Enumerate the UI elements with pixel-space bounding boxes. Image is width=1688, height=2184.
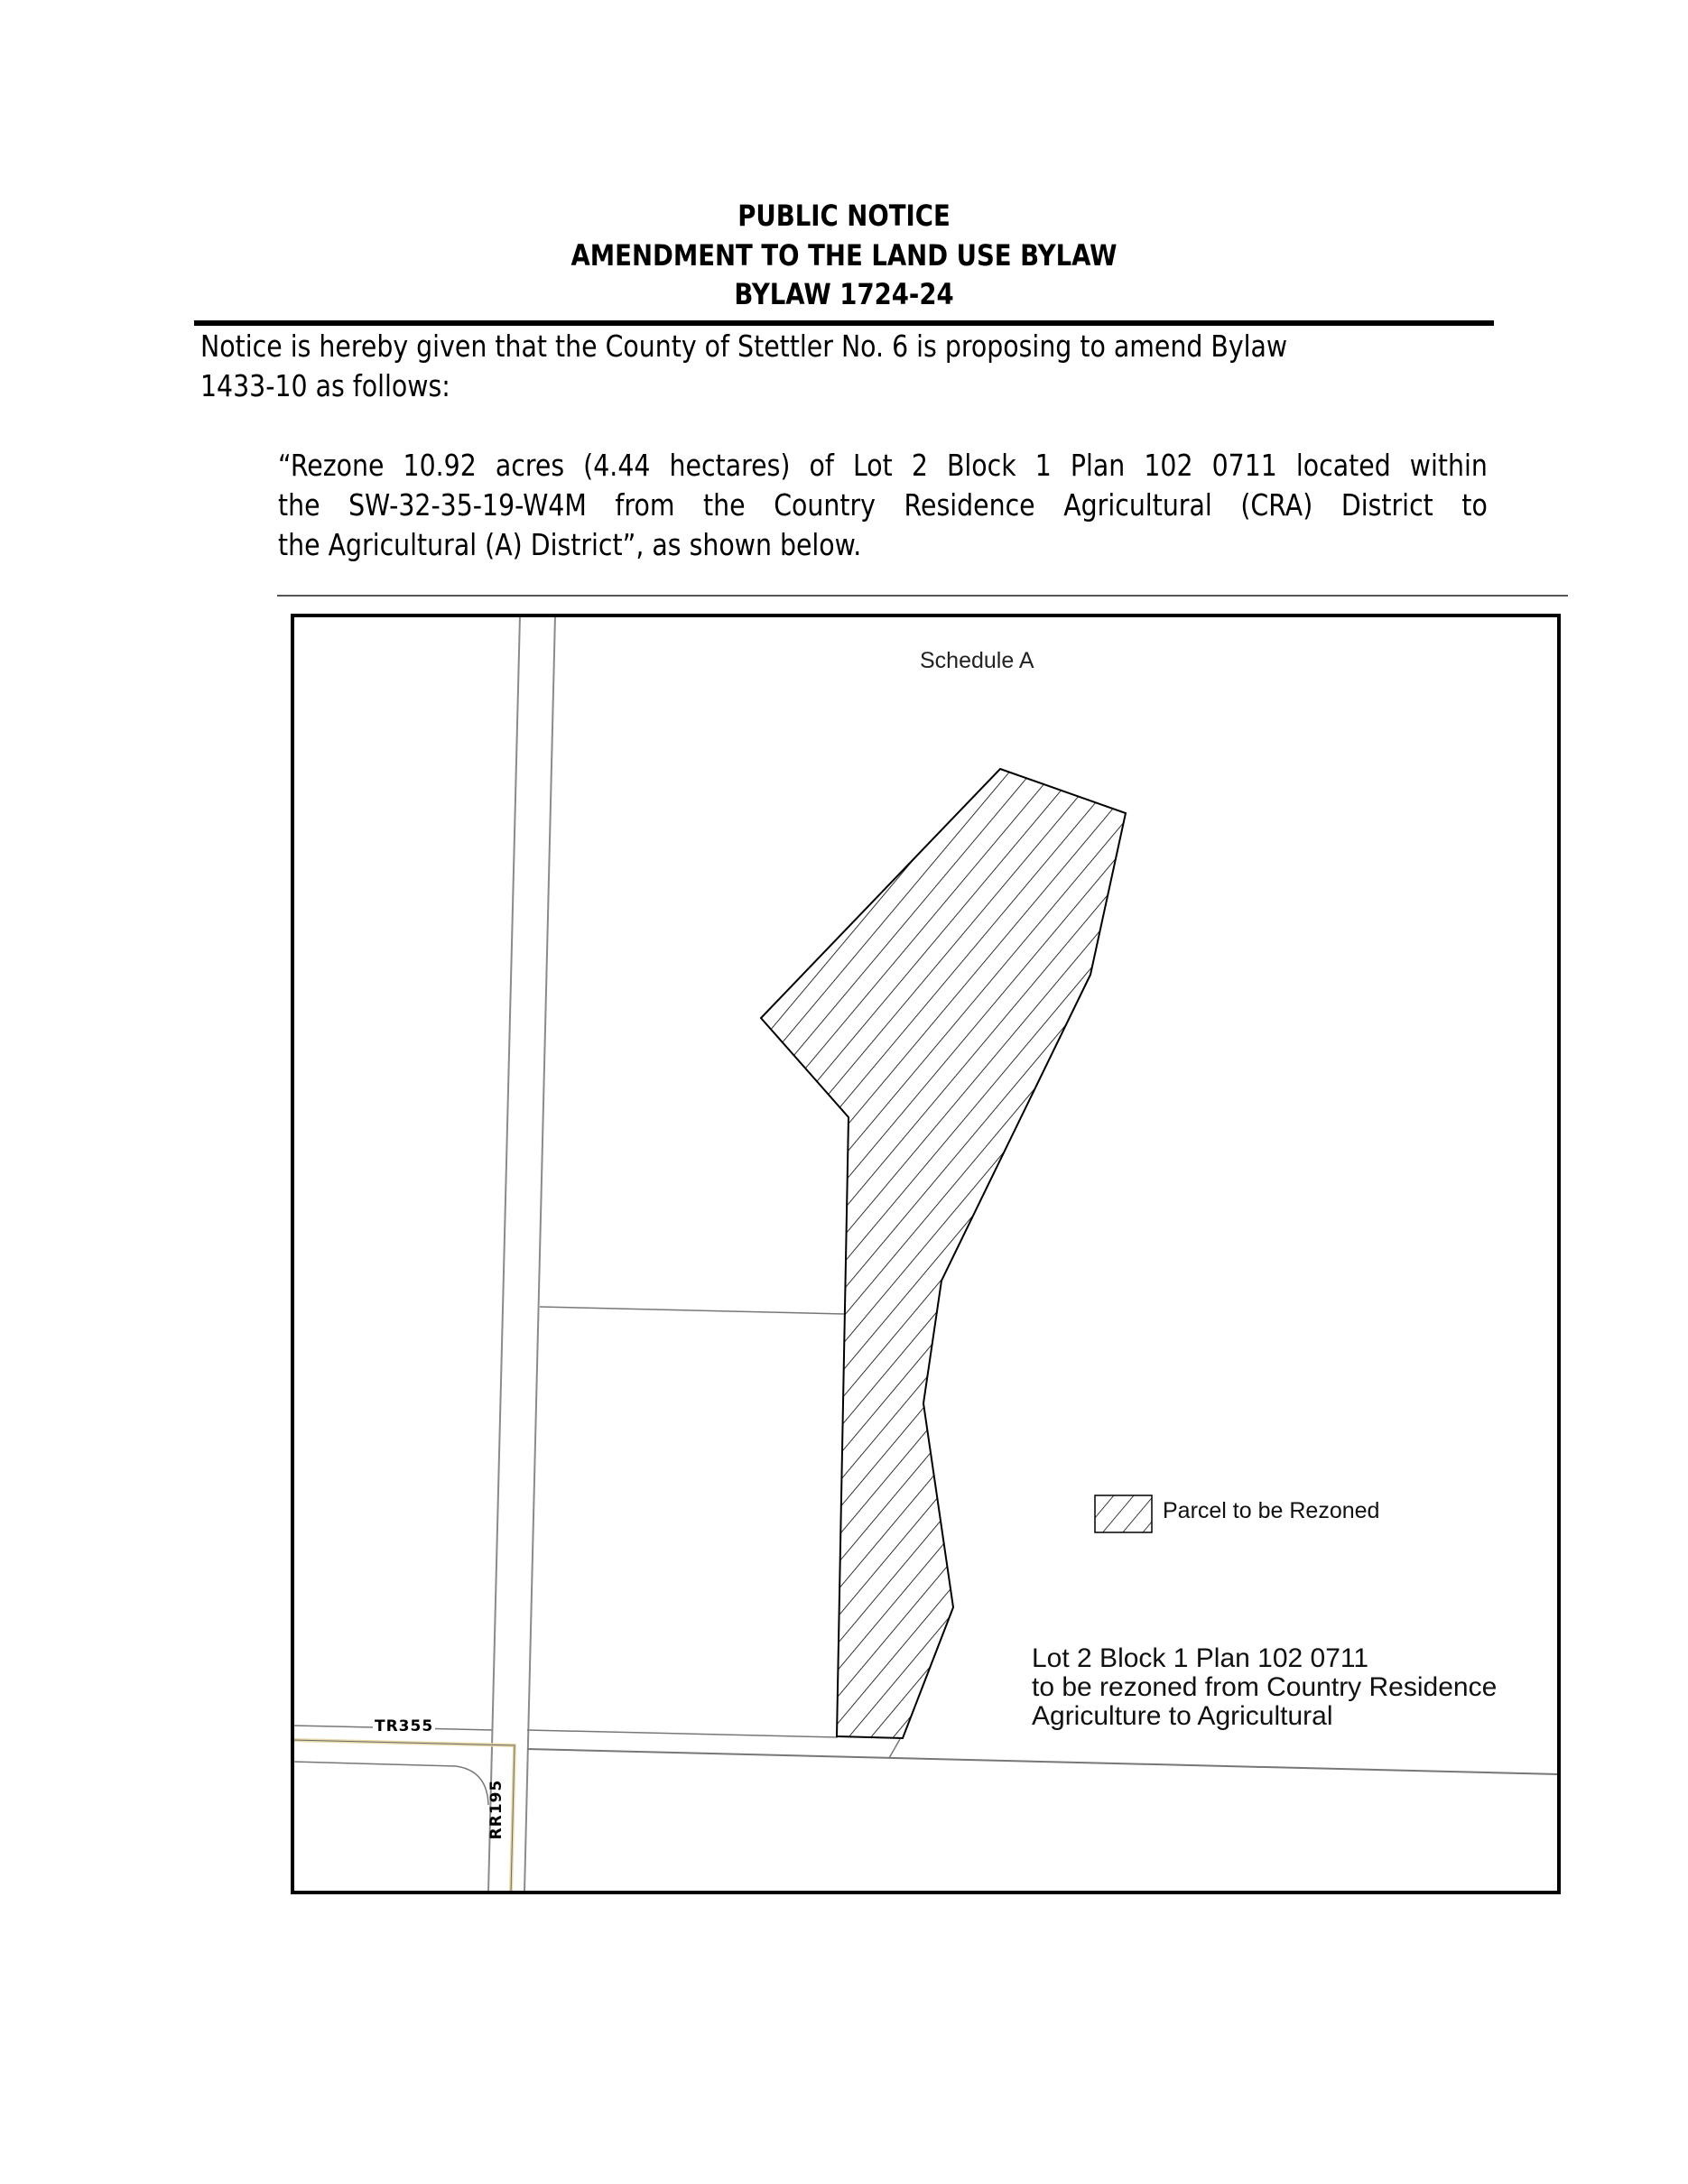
rr195-west-edge	[488, 615, 520, 1892]
road-label-rr195: RR195	[487, 1779, 505, 1840]
intro-line-1: Notice is hereby given that the County of Stettler No. 6 is proposing to amend Bylaw	[200, 329, 1288, 364]
legend-label: Parcel to be Rezoned	[1163, 1498, 1380, 1523]
tr355-north-edge-east	[527, 1730, 838, 1737]
bylaw-number: BYLAW 1724-24	[734, 277, 954, 311]
intro-line-2: 1433-10 as follows:	[200, 368, 450, 403]
parcel-to-be-rezoned	[761, 769, 1126, 1738]
road-label-tr355: TR355	[375, 1717, 434, 1735]
parcel-annotation	[1032, 1644, 1497, 1731]
annotation-line-1: Lot 2 Block 1 Plan 102 0711	[1032, 1643, 1369, 1673]
amendment-text-3: the Agricultural (A) District”, as shown below.	[278, 527, 862, 562]
tr355-south-edge-west	[292, 1762, 488, 1805]
hatch-swatch-icon	[1094, 1495, 1154, 1534]
annotation-line-3: Agriculture to Agricultural	[1032, 1701, 1333, 1731]
lot-line	[540, 1307, 845, 1314]
tr355-south-edge-east	[527, 1749, 1559, 1774]
notice-subtitle: AMENDMENT TO THE LAND USE BYLAW	[570, 238, 1118, 273]
notice-title: PUBLIC NOTICE	[737, 199, 951, 233]
amendment-text-1: “Rezone 10.92 acres (4.44 hectares) of Lot 2 Block 1 Plan 102 0711 located within	[278, 448, 1488, 483]
annotation-line-2: to be rezoned from Country Residence	[1032, 1672, 1498, 1702]
map-title: Schedule A	[920, 648, 1034, 673]
rr195-east-edge	[524, 615, 555, 1892]
amendment-text-2: the SW-32-35-19-W4M from the Country Residence Agricultural (CRA) District to	[278, 487, 1488, 523]
